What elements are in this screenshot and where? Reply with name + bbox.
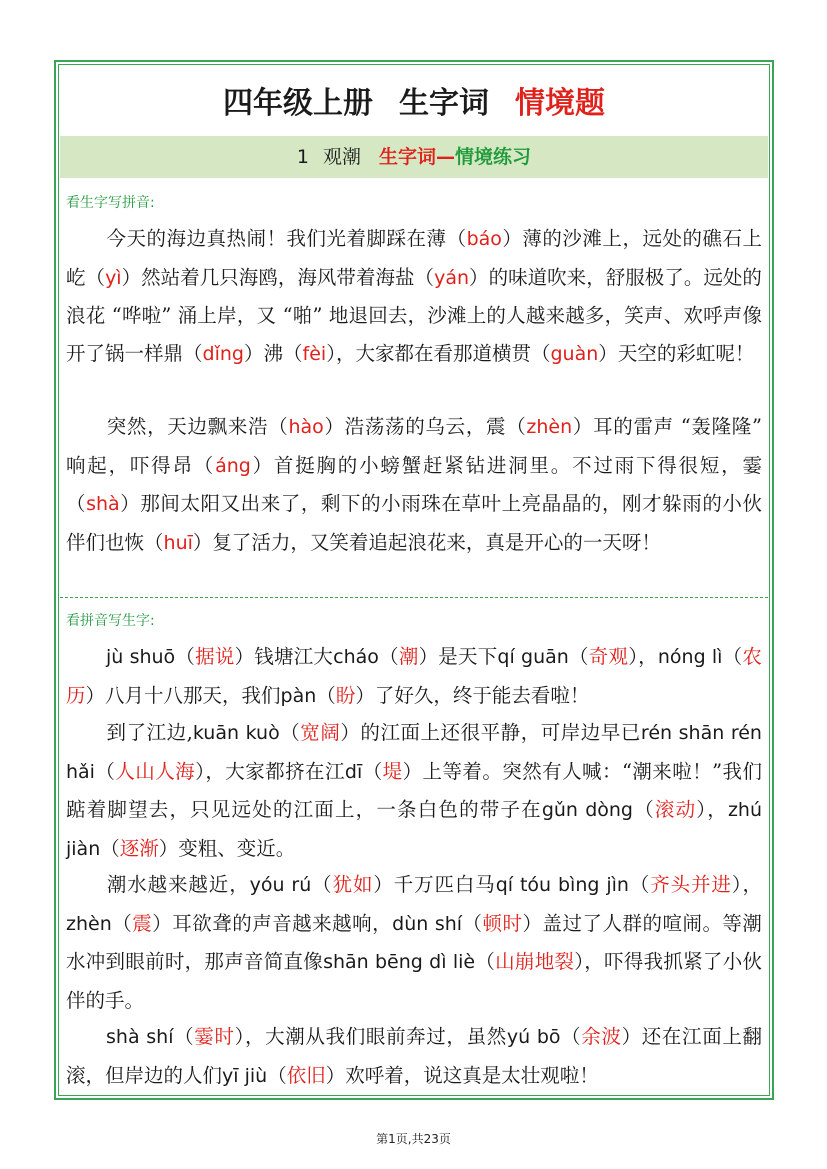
answer: zhèn [526,416,573,438]
title-scenario: 情境题 [515,86,605,121]
answer: 盼 [335,683,356,707]
answer: shà [86,493,120,516]
answer: báo [466,228,502,250]
paragraph-1: 今天的海边真热闹！我们光着脚踩在薄（báo）薄的沙滩上，远处的礁石上屹（yì）然站着几只海鸥，海风带着海盐（yán）的味道吹来，舒服极了。远处的浪花 “哗啦” 涌上岸，又 “啪” 地退回去，沙滩上的人越来越多，笑声、欢呼声像开了锅一样鼎（dǐng）沸（fèi），大家都在看那道横贯（guàn）天空的彩虹呢！ [66,227,762,365]
lesson-tag-red: 生字词 [379,146,437,168]
answer: 逐渐 [119,836,159,860]
answer: 顿时 [482,911,523,935]
page-title [60,78,768,130]
answer: yì [105,266,122,289]
answer: 潮 [398,645,419,668]
answer: 人山人海 [115,759,196,783]
answer: 齐头并进 [650,873,732,896]
paragraph-2: 突然，天边飘来浩（hào）浩荡荡的乌云，震（zhèn）耳的雷声 “轰隆隆” 响起，吓得昂（áng）首挺胸的小螃蟹赶紧钻进洞里。不过雨下得很短，霎（shà）那间太阳又出来了，剩下的小雨珠在草叶上亮晶晶的，刚才躲雨的小伙伴们也恢（huī）复了活力，又笑着追起浪花来，真是开心的一天呀！ [66,415,762,554]
lesson-number: 1 [296,146,310,168]
answer: 滚动 [654,798,697,822]
lesson-dash: — [436,146,456,168]
answer: 山崩地裂 [495,950,575,974]
answer: 震 [132,911,153,935]
paragraph-5: 潮水越来越近，yóu rú（犹如）千万匹白马qí tóu bìng jìn（齐头并进），zhèn（震）耳欲聋的声音越来越响，dùn shí（顿时）盖过了人群的喧闹。等潮水冲到眼前时，那声音简直像shān bēng dì liè（山崩地裂），吓得我抓紧了小伙伴的手。 [66,873,762,1012]
paragraph-3: jù shuō（据说）钱塘江大cháo（潮）是天下qí guān（奇观），nóng lì（农历）八月十八那天，我们pàn（盼）了好久，终于能去看啦！ [66,645,762,707]
answer: 依旧 [286,1063,326,1087]
answer: 据说 [195,645,235,668]
answer: yán [434,266,470,289]
answer: 余波 [581,1025,622,1048]
answer: 犹如 [332,873,374,896]
answer: dǐng [202,342,244,365]
answer: 奇观 [588,645,629,668]
answer: 宽阔 [300,721,341,744]
title-words: 生字词 [399,86,489,121]
answer: fèi [302,342,327,365]
title-grade: 四年级上册 [223,86,373,121]
answer: hào [288,416,324,438]
answer: 堤 [382,759,403,783]
section-label-pinyin: 看生字写拼音: [66,195,155,211]
page-footer: 第1页,共23页 [376,1132,451,1146]
paragraph-6: shà shí（霎时），大潮从我们眼前奔过，虽然yú bō（余波）还在江面上翻滚，但岸边的人们yī jiù（依旧）欢呼着，说这真是太壮观啦！ [66,1025,762,1087]
lesson-header [60,136,768,178]
lesson-tag-green: 情境练习 [455,146,532,168]
answer: guàn [550,342,599,365]
answer: huī [163,531,193,554]
paragraph-4: 到了江边,kuān kuò（宽阔）的江面上还很平静，可岸边早已rén shān rén hǎi（人山人海），大家都挤在江dī（堤）上等着。突然有人喊：“潮来啦！”我们踮着脚望去，只见远处的江面上，一条白色的带子在gǔn dòng（滚动），zhú jiàn（逐渐）变粗、变近。 [66,721,762,860]
section-label-characters: 看拼音写生字: [66,613,155,629]
lesson-name: 观潮 [323,146,362,168]
answer: 农历 [66,645,762,707]
answer: 霎时 [194,1025,235,1048]
section-divider [60,597,768,598]
answer: áng [215,454,251,477]
